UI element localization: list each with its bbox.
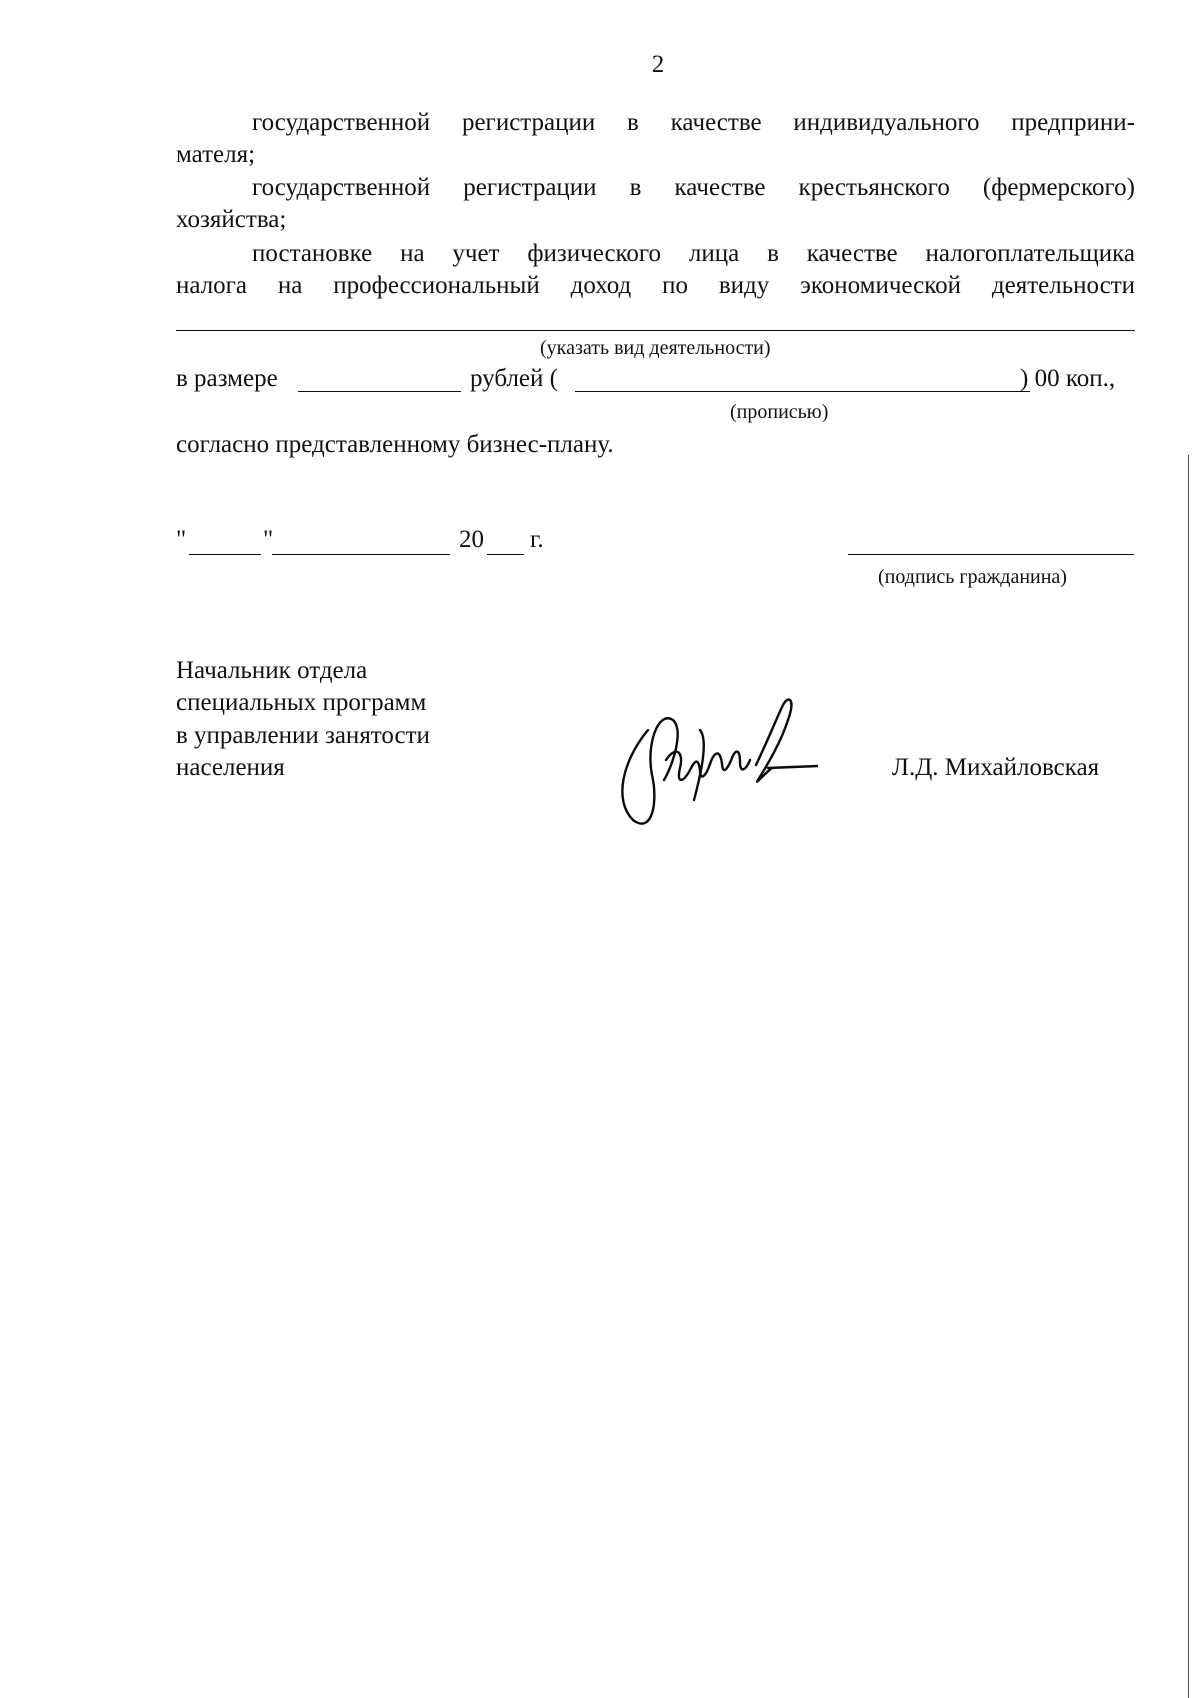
paragraph-line: мателя; bbox=[176, 141, 256, 168]
amount-prefix: в размере bbox=[176, 365, 278, 392]
amount-blank-line bbox=[298, 391, 461, 392]
amount-rubles: рублей ( bbox=[470, 365, 558, 392]
date-quote-close: " bbox=[263, 526, 274, 553]
paragraph-line: хозяйства; bbox=[176, 206, 287, 233]
signatory-position-line: Начальник отдела bbox=[176, 657, 368, 684]
activity-caption: (указать вид деятельности) bbox=[540, 337, 771, 359]
paragraph-line: государственной регистрации в качестве индивидуального предприни- bbox=[252, 109, 1135, 136]
paragraph-line: постановке на учет физического лица в качестве налогоплательщика bbox=[252, 240, 1135, 267]
signatory-position-line: специальных программ bbox=[176, 689, 427, 716]
date-year-blank bbox=[487, 554, 524, 555]
date-month-blank bbox=[272, 554, 450, 555]
words-caption: (прописью) bbox=[730, 401, 829, 423]
date-year-prefix: 20 bbox=[459, 526, 484, 553]
signatory-position-line: в управлении занятости bbox=[176, 722, 430, 749]
paragraph-line: налога на профессиональный доход по виду экономической деятельности bbox=[176, 272, 1135, 299]
business-plan-text: согласно представленному бизнес-плану. bbox=[176, 431, 614, 458]
handwritten-signature bbox=[618, 690, 818, 830]
amount-suffix: ) 00 коп., bbox=[1020, 365, 1116, 392]
scan-edge-line bbox=[1188, 455, 1189, 1698]
amount-words-blank-line bbox=[575, 391, 1030, 392]
activity-blank-line bbox=[176, 330, 1135, 331]
page-number: 2 bbox=[651, 51, 665, 78]
citizen-signature-caption: (подпись гражданина) bbox=[878, 566, 1067, 588]
citizen-signature-line bbox=[848, 554, 1134, 555]
date-quote-open: " bbox=[176, 526, 187, 553]
signatory-position-line: населения bbox=[176, 754, 285, 781]
date-day-blank bbox=[189, 554, 261, 555]
date-year-suffix: г. bbox=[530, 526, 544, 553]
paragraph-line: государственной регистрации в качестве крестьянского (фермерского) bbox=[252, 174, 1135, 201]
signatory-name: Л.Д. Михайловская bbox=[892, 754, 1100, 781]
